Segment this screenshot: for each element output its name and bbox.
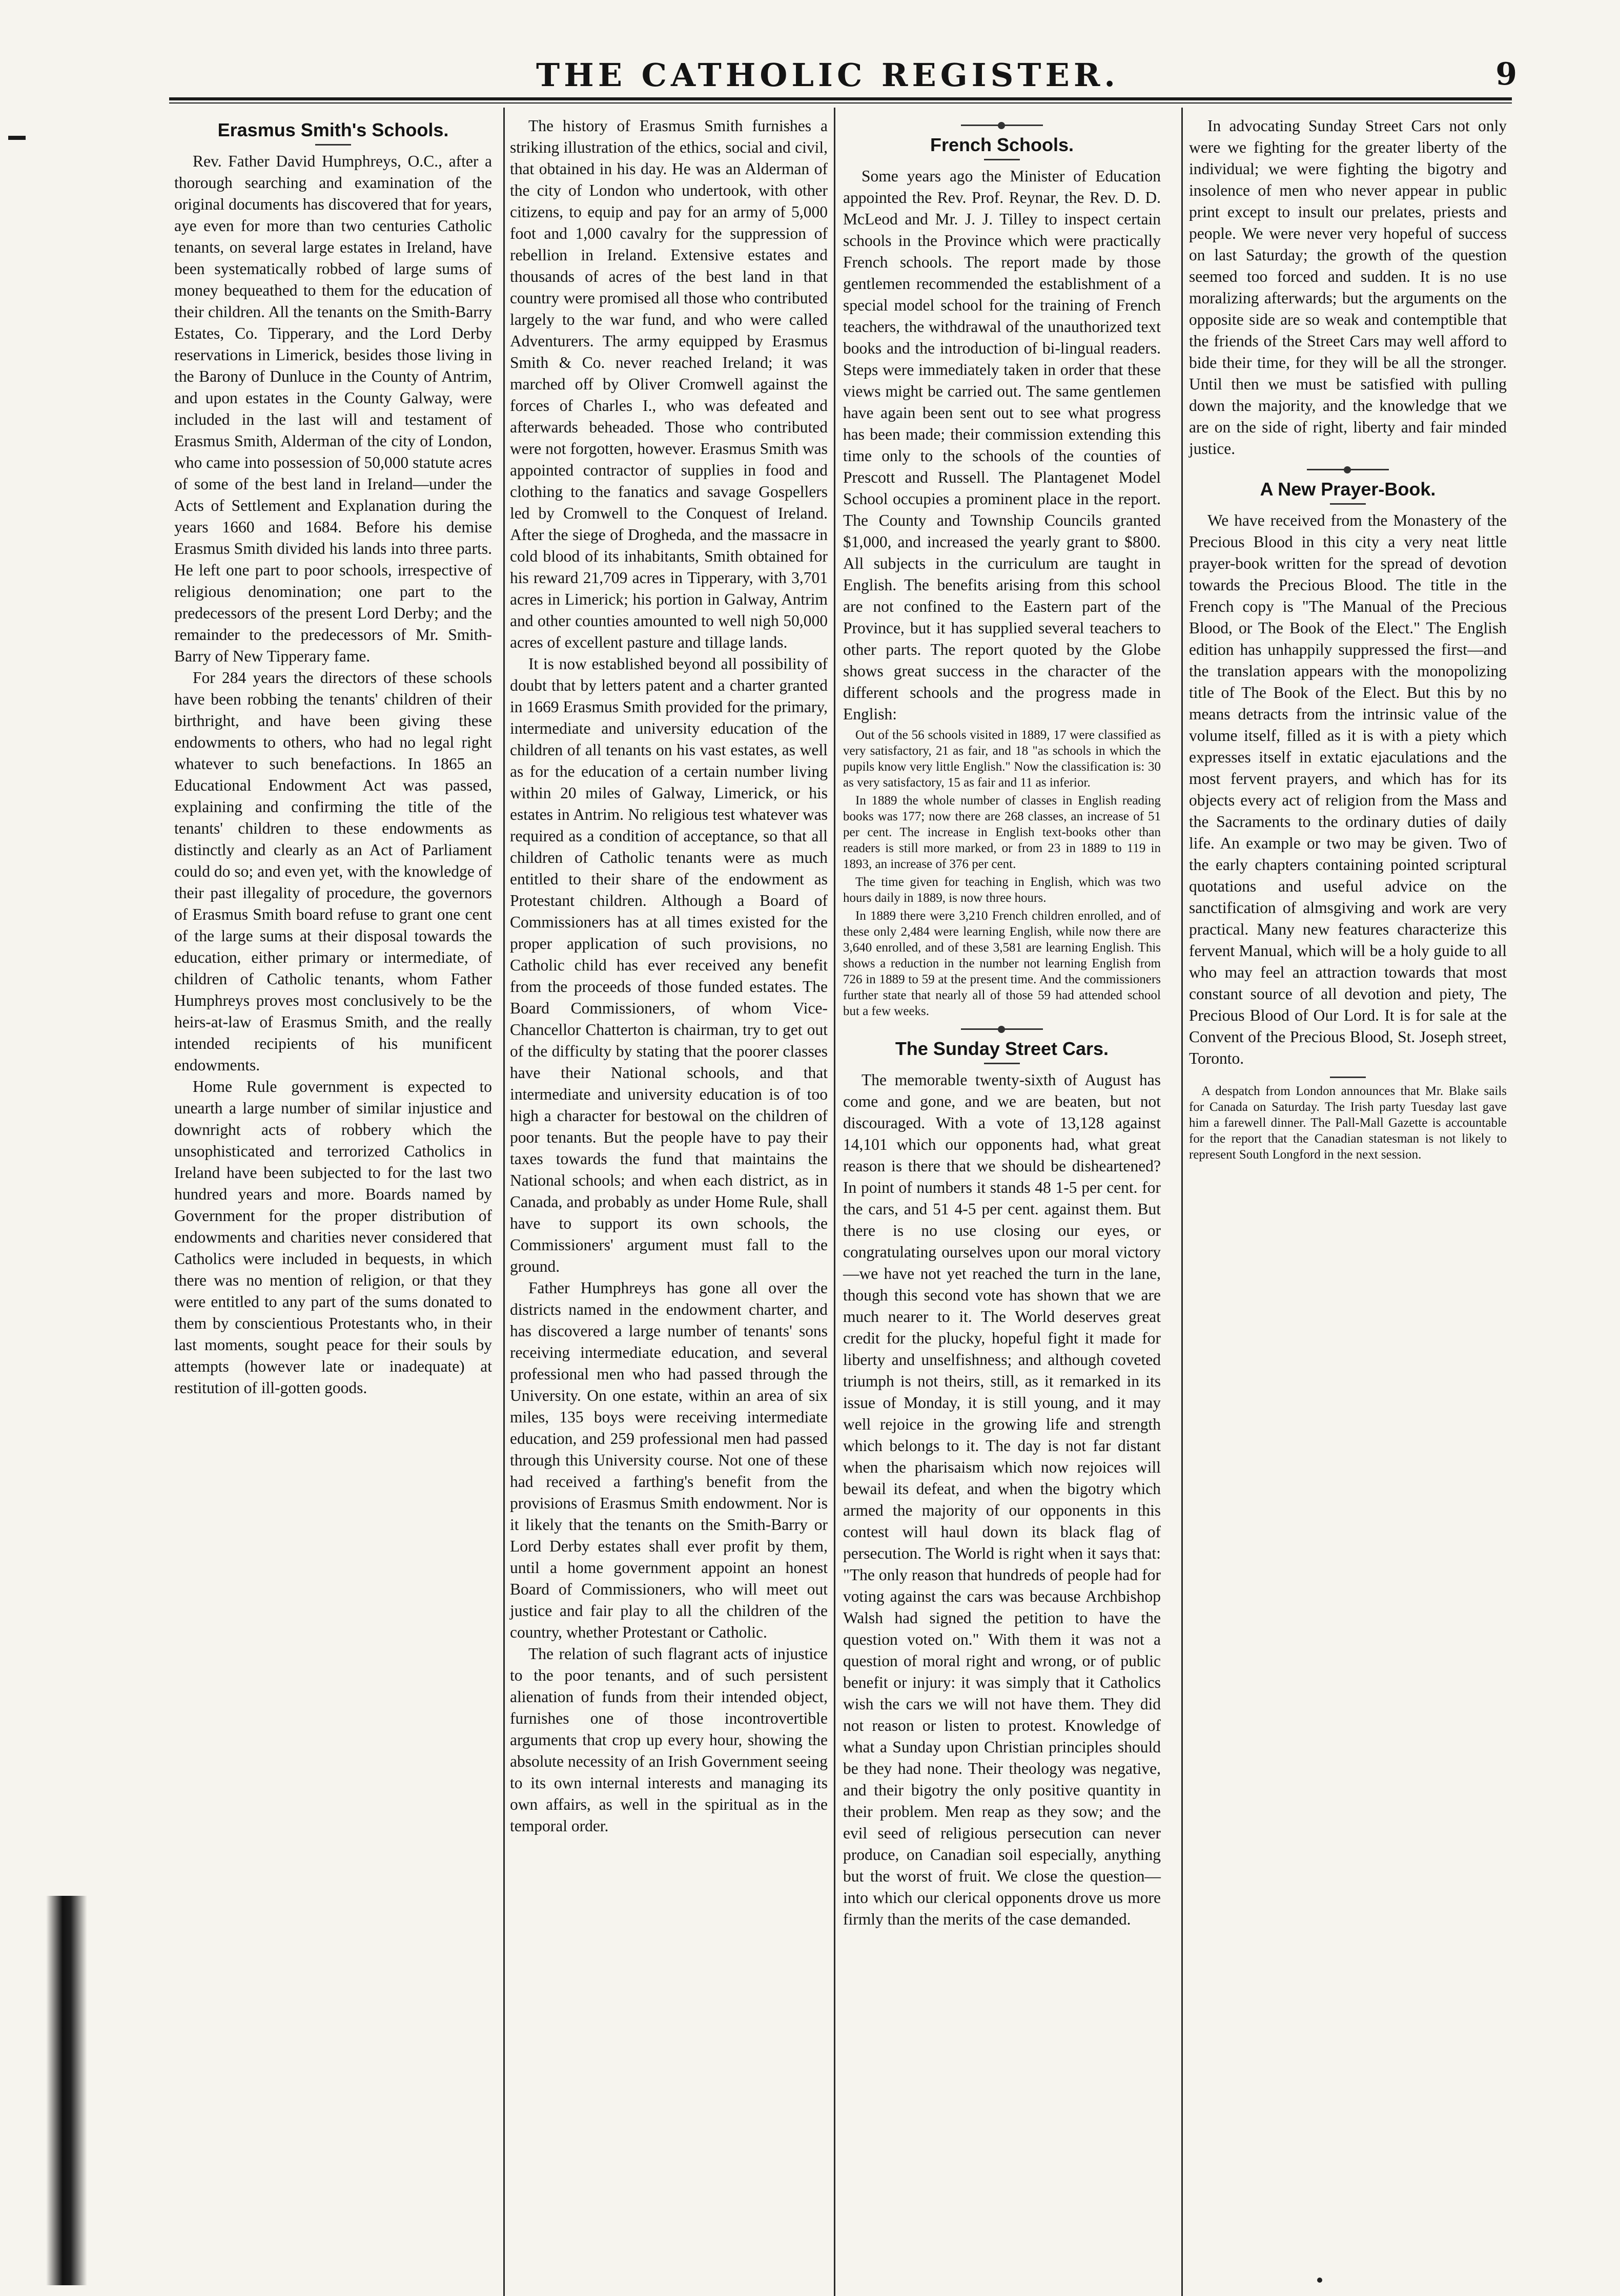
note-rule [1330, 1077, 1366, 1078]
newspaper-title: THE CATHOLIC REGISTER. [536, 56, 1119, 94]
quoted-report: The time given for teaching in English, which was two hours daily in 1889, is now three hours. [843, 875, 1161, 905]
quoted-report: In 1889 there were 3,210 French children enrolled, and of these only 2,484 were learning English, while now there are 3,640 enrolled, and of these 3,581 are learning English. This shows a reduction in the number not learning English from 726 in 1889 to 59 at the present time. And the commissioners further state that nearly all of those 59 had attended school but a few weeks. [843, 909, 1161, 1018]
column-3 [843, 115, 1161, 1930]
headline-street-cars: The Sunday Street Cars. [895, 1038, 1109, 1059]
headline-rule [984, 159, 1020, 160]
paragraph: Home Rule government is expected to unearth a large number of similar injustice and downright acts of robbery which the unsophisticated and terrorized Catholics in Ireland have been subjected to for the last two hundred years and more. Boards named by Government for the proper distribution of endowments and charities never considered that Catholics were included in bequests, in which there was no mention of religion, or that they were entitled to any part of the sums donated to them by conscientious Protestants who, in their last moments, sought peace for their souls by attempts (however late or inadequate) at restitution of ill-gotten goods. [174, 1078, 492, 1397]
column-rule [834, 108, 835, 2296]
masthead-rule-thin [169, 102, 1512, 104]
headline-french-schools: French Schools. [930, 134, 1074, 155]
headline-rule [984, 1063, 1020, 1064]
column-2 [510, 115, 828, 1837]
news-note: A despatch from London announces that Mr. Blake sails for Canada on Saturday. The Irish party Tuesday last gave him a farewell dinner. The Pall-Mall Gazette is accountable for the report that the Canadian statesman is not likely to represent South Longford in the next session. [1189, 1084, 1507, 1162]
headline-prayer-book: A New Prayer-Book. [1260, 479, 1436, 500]
page-number: 9 [1495, 56, 1517, 92]
binding-shadow [46, 1896, 87, 2285]
paragraph: It is now established beyond all possibility of doubt that by letters patent and a charter granted in 1669 Erasmus Smith provided for the primary, intermediate and university education of the children of all tenants on his vast estates, as well as for the education of a certain number living within 20 miles of Galway, Limerick, or his estates in Antrim. No religious test whatever was required as a condition of acceptance, so that all children of Catholic tenants were as much entitled to their share of the endowment as Protestant children. Although a Board of Commissioners has at all times existed for the proper application of such provisions, no Catholic child has ever received any benefit from the proceeds of those funded estates. The Board Commissioners, of whom Vice-Chancellor Chatterton is chairman, try to get out of the difficulty by stating that the poorer classes have their National schools, and that intermediate and university education is of too high a character for bestowal on the children of poor tenants. But the people have to pay their taxes towards the fund that maintains the National schools; and when each district, as in Canada, and probably as under Home Rule, shall have to support its own schools, the Commissioners' argument must fall to the ground. [510, 655, 828, 1275]
quoted-report: In 1889 the whole number of classes in English reading books was 177; now there are 268 classes, an increase of 51 per cent. The increase in English text-books other than readers is still more marked, or from 23 in 1889 to 119 in 1893, an increase of 376 per cent. [843, 794, 1161, 871]
column-rule [503, 108, 505, 2296]
paragraph: Father Humphreys has gone all over the districts named in the endowment charter, and has discovered a large number of tenants' sons receiving intermediate education, and several professional men who had passed through the University. On one estate, within an area of six miles, 135 boys were receiving intermediate education, and 259 professional men had passed through this University course. Not one of these had received a farthing's benefit from the provisions of Erasmus Smith endowment. Nor is it likely that the tenants on the Smith-Barry or Lord Derby estates shall ever profit by them, until a home government appoint an honest Board of Commissioners, who will meet out justice and fair play to all the children of the country, whether Protestant or Catholic. [510, 1279, 828, 1641]
section-separator [961, 125, 1043, 126]
column-1 [174, 115, 492, 1399]
section-separator [961, 1028, 1043, 1030]
paragraph: The relation of such flagrant acts of injustice to the poor tenants, and of such persistent alienation of funds from their intended object, furnishes one of those incontrovertible arguments that crop up every hour, showing the absolute necessity of an Irish Government seeing to its own internal interests and managing its own affairs, as well in the spiritual as in the temporal order. [510, 1645, 828, 1835]
page-dot [1317, 2278, 1322, 2283]
paragraph: Rev. Father David Humphreys, O.C., after a thorough searching and examination of the original documents has discovered that for years, aye even for more than two centuries Catholic tenants, on several large estates in Ireland, have been systematically robbed of large sums of money bequeathed to them for the education of their children. All the tenants on the Smith-Barry Estates, Co. Tipperary, and the Lord Derby reservations in Limerick, besides those living in the Barony of Dunluce in the County of Antrim, and upon estates in the County Galway, were included in the last will and testament of Erasmus Smith, Alderman of the city of London, who came into possession of 50,000 statute acres of some of the best land in Ireland—under the Acts of Settlement and Explanation during the years 1660 and 1684. Before his demise Erasmus Smith divided his lands into three parts. He left one part to poor schools, irrespective of religious denomination; one part to the predecessors of the present Lord Derby; and the remainder to the predecessors of Mr. Smith-Barry of New Tipperary fame. [174, 152, 492, 665]
column-rule [1181, 108, 1183, 2296]
paragraph: We have received from the Monastery of the Precious Blood in this city a very neat little prayer-book written for the spread of devotion towards the Precious Blood. The title in the French copy is "The Manual of the Precious Blood, or The Book of the Elect." The English edition has unhappily suppressed the first—and the translation appears with the monopolizing title of The Book of the Elect. But this by no means detracts from the intrinsic value of the volume itself, filled as it is with a piety which expresses itself in extatic ejaculations and the most fervent prayers, and which has for its objects every act of religion from the Mass and the Sacraments to the ordinary duties of daily life. An example or two may be given. Two of the early chapters containing pointed scriptural quotations and useful advice on the sanctification of almsgiving and work are very practical. Many new features characterize this fervent Manual, which will be a holy guide to all who may feel an attraction towards that most constant source of all devotion and piety, The Precious Blood of Our Lord. It is for sale at the Convent of the Precious Blood, St. Joseph street, Toronto. [1189, 511, 1507, 1067]
paragraph: The history of Erasmus Smith furnishes a striking illustration of the ethics, social and civil, that obtained in his day. He was an Alderman of the city of London who undertook, with other citizens, to equip and pay for an army of 5,000 foot and 1,000 cavalry for the suppression of rebellion in Ireland. Extensive estates and thousands of acres of the best land in that country were promised all those who contributed largely to the war fund, and who were called Adventurers. The army equipped by Erasmus Smith & Co. never reached Ireland; it was marched off by Oliver Cromwell against the forces of Charles I., who was defeated and afterwards beheaded. Those who contributed were not forgotten, however. Erasmus Smith was appointed contractor of supplies in food and clothing to the fanatics and savage Gospellers led by Cromwell to the Conquest of Ireland. After the siege of Drogheda, and the massacre in cold blood of its inhabitants, Smith obtained for his reward 21,709 acres in Tipperary, with 3,701 acres in Limerick; his portion in Galway, Antrim and other counties amounted to well nigh 50,000 acres of excellent pasture and tillage lands. [510, 117, 828, 651]
paragraph: In advocating Sunday Street Cars not only were we fighting for the greater liberty of the individual; we were fighting the bigotry and insolence of men who never appear in public print except to insult our prelates, priests and people. We were never very hopeful of success on last Saturday; the growth of the question seemed too forced and sudden. It is no use moralizing afterwards; but the arguments on the opposite side are so weak and contemptible that the friends of the Street Cars may well afford to bide their time, for they will be all the stronger. Until then we must be satisfied with pulling down the majority, and the knowledge that we are on the side of right, liberty and fair minded justice. [1189, 117, 1507, 458]
paragraph: For 284 years the directors of these schools have been robbing the tenants' children of their birthright, and have been giving these endowments to others, who had no legal right whatever to such benefactions. In 1865 an Educational Endowment Act was passed, explaining and confirming the title of the tenants' children to these endowments as distinctly and clearly as an Act of Parliament could do so; and even yet, with the knowledge of their past illegality of procedure, the governors of Erasmus Smith board refuse to grant one cent of the large sums at their disposal towards the education, either primary or intermediate, of children of Catholic tenants, whom Father Humphreys proves most conclusively to be the heirs-at-law of Erasmus Smith, and the really intended recipients of his munificent endowments. [174, 669, 492, 1074]
masthead [169, 56, 1517, 97]
headline-rule [1330, 503, 1366, 505]
column-4 [1189, 115, 1507, 1163]
paragraph: Some years ago the Minister of Education appointed the Rev. Prof. Reynar, the Rev. D. D. McLeod and Mr. J. J. Tilley to inspect certain schools in the Province which were practically French schools. The report made by those gentlemen recommended the establishment of a special model school for the training of French teachers, the withdrawal of the unauthorized text books and the introduction of bi-lingual readers. Steps were immediately taken in order that these views might be carried out. The same gentlemen have again been sent out to see what progress has been made; their commission extending this time only to the schools of the counties of Prescott and Russell. The Plantagenet Model School occupies a prominent place in the report. The County and Township Councils granted $1,000, and increased the yearly grant to $800. All subjects in the curriculum are taught in English. The benefits arising from this school are not confined to the Eastern part of the Province, but it has supplied several teachers to other parts. The report quoted by the Globe shows great success in the character of the different schools and the progress made in English: [843, 167, 1161, 723]
headline-erasmus: Erasmus Smith's Schools. [217, 119, 449, 140]
section-separator [1307, 469, 1389, 470]
masthead-rule [169, 97, 1512, 100]
paragraph: The memorable twenty-sixth of August has come and gone, and we are beaten, but not discouraged. With a vote of 13,128 against 14,101 which our opponents had, what great reason is there that we should be disheartened? In point of numbers it stands 48 1-5 per cent. for the cars, and 51 4-5 per cent. against them. But there is no use closing our eyes, or congratulating ourselves upon our moral victory—we have not yet reached the turn in the lane, though this second vote has shown that we are much nearer to it. The World deserves great credit for the plucky, hopeful fight it made for liberty and unselfishness; and although coveted triumph is not theirs, still, as it remarked in its issue of Monday, it is still young, and it may well rejoice in the growing life and strength which belongs to it. The day is not far distant when the pharisaism which now rejoices will bewail its defeat, and when the bigotry which armed the majority of our opponents in this contest will haul down its black flag of persecution. The World is right when it says that: "The only reason that hundreds of people had for voting against the cars was because Archbishop Walsh had signed the petition to have the question voted on." With them it was not a question of moral right and wrong, or of public benefit or injury: it was simply that it Catholics wish the cars we will not have them. They did not reason or listen to protest. Knowledge of what a Sunday upon Christian principles should be they had none. Their theology was negative, and their bigotry the only positive quantity in their problem. Men reap as they sow; and the evil seed of religious persecution can never produce, on Canadian soil especially, anything but the worst of fruit. We close the question—into which our clerical opponents drove us more firmly than the merits of the case demanded. [843, 1071, 1161, 1928]
quoted-report: Out of the 56 schools visited in 1889, 17 were classified as very satisfactory, 21 as fair, and 18 "as schools in which the pupils know very little English." Now the classification is: 30 as very satisfactory, 15 as fair and 11 as inferior. [843, 728, 1161, 790]
headline-rule [315, 144, 351, 146]
margin-mark [8, 136, 26, 140]
